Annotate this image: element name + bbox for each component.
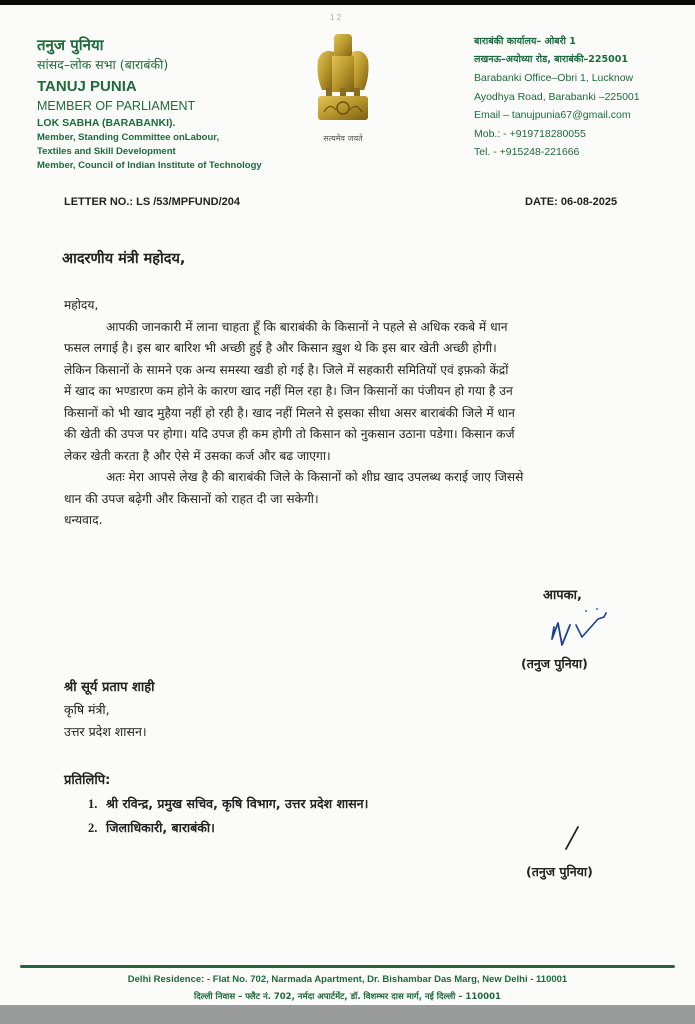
salutation: आदरणीय मंत्री महोदय,: [62, 251, 186, 267]
bottom-bar: [0, 1005, 695, 1024]
body-line: लेकर खेती करता है और ऐसे में उसका कर्ज और बढ जाएगा।: [64, 448, 331, 463]
copy-to-item-text: जिलाधिकारी, बाराबंकी।: [106, 820, 215, 835]
body-line: फसल लगाई है। इस बार बारिश भी अच्छी हुई है और किसान ख़ुश थे कि इस बार खेती अच्छी होगी।: [64, 341, 497, 355]
office-address-english-1: Barabanki Office–Obri 1, Lucknow: [474, 72, 634, 84]
copy-to-title: प्रतिलिपि:: [64, 773, 111, 788]
emblem-motto: सत्यमेव जयते: [323, 134, 363, 143]
addressee-designation: कृषि मंत्री,: [64, 702, 110, 717]
body-line: की खेती की उपज पर होगा। यदि उपज ही कम होगी तो किसान को नुकसान उठाना पडेगा। किसान कर्ज: [64, 427, 515, 441]
footer-address-english: Delhi Residence: - Flat No. 702, Narmada Apartment, Dr. Bishambar Das Marg, New Delhi - 110001: [127, 974, 568, 985]
sender-constituency: LOK SABHA (BARABANKI).: [37, 117, 176, 129]
footer-divider: [20, 965, 675, 968]
contact-mobile: Mob.: - +919718280055: [474, 127, 586, 140]
copy-to-list: [88, 792, 368, 840]
letter-number: LETTER NO.: LS /53/MPFUND/204: [64, 196, 241, 208]
copy-signatory-name: (तनुज पुनिया): [526, 864, 593, 879]
committee-line-2: Textiles and Skill Development: [37, 146, 176, 157]
body-line: आपकी जानकारी में लाना चाहता हूँ कि बाराबंकी के किसानों ने पहले से अधिक रकबे में धान: [106, 319, 508, 334]
sender-name-hindi: तनुज पुनिया: [37, 36, 104, 54]
office-address-hindi-2: लखनऊ–अयोध्या रोड, बाराबंकी–225001: [474, 54, 628, 65]
body-paragraph-2: [64, 467, 664, 510]
body-opening: महोदय,: [64, 298, 99, 312]
body-paragraph-1: [64, 317, 664, 468]
body-thanks: धन्यवाद.: [64, 513, 103, 527]
letter-date: DATE: 06-08-2025: [525, 196, 618, 208]
page-mark: 1 2: [330, 13, 342, 22]
body-line: किसानों को भी खाद मुहैया नहीं हो रही है। खाद नहीं मिलने से इसका सीधा असर बाराबंकी जिले में धान: [64, 405, 515, 420]
copy-to-item: [88, 792, 368, 816]
initial-mark-icon: [556, 823, 586, 853]
valediction: आपका,: [543, 588, 582, 603]
addressee-block: [64, 677, 155, 743]
letter-body: [64, 295, 664, 532]
addressee-name: श्री सूर्य प्रताप शाही: [64, 680, 155, 695]
body-line: में खाद का भण्डारण कम होने के कारण खाद नहीं मिल रहा है। जिन किसानों का पंजीयन हो गया है उन: [64, 384, 513, 398]
signature-icon: [548, 605, 618, 650]
copy-to-item-number: 1.: [88, 797, 98, 811]
body-line: अतः मेरा आपसे लेख है की बाराबंकी जिले के किसानों को शीघ्र खाद उपलब्ध कराई जाए जिससे: [106, 470, 524, 484]
footer-address-hindi: दिल्ली निवास – फ्लैट नं. 702, नर्मदा अपार्टमेंट, डॉ. विशम्भर दास मार्ग, नई दिल्ली – 110001: [194, 992, 501, 1002]
letter-page: [0, 5, 695, 1005]
copy-to-item: [88, 816, 368, 840]
committee-line-1: Member, Standing Committee onLabour,: [37, 132, 220, 143]
addressee-government: उत्तर प्रदेश शासन।: [64, 724, 147, 739]
body-line: धान की उपज बढ़ेगी और किसानों को राहत दी जा सकेगी।: [64, 491, 319, 506]
national-emblem-icon: [312, 30, 374, 130]
body-line: लेकिन किसानों के सामने एक अन्य समस्या खडी हो गई है। जिले में सहकारी समितियों एवं इफ़को केंद्रों: [64, 362, 509, 377]
sender-title-english: MEMBER OF PARLIAMENT: [37, 99, 196, 113]
letterhead-right: [474, 33, 640, 162]
sender-title-hindi: सांसद–लोक सभा (बाराबंकी): [37, 57, 169, 72]
signatory-name: (तनुज पुनिया): [521, 656, 588, 671]
office-address-english-2: Ayodhya Road, Barabanki –225001: [474, 90, 640, 103]
contact-telephone: Tel. - +915248-221666: [474, 146, 580, 158]
sender-name-english: TANUJ PUNIA: [37, 78, 137, 95]
copy-to-block: [64, 770, 368, 840]
council-line: Member, Council of Indian Institute of Technology: [37, 160, 262, 171]
letterhead-left: [37, 35, 262, 173]
copy-to-item-number: 2.: [88, 821, 98, 835]
office-address-hindi-1: बाराबंकी कार्यालय– ओबरी 1: [474, 36, 576, 47]
contact-email: Email – tanujpunia67@gmail.com: [474, 109, 631, 121]
copy-to-item-text: श्री रविन्द्र, प्रमुख सचिव, कृषि विभाग, उत्तर प्रदेश शासन।: [106, 796, 369, 811]
